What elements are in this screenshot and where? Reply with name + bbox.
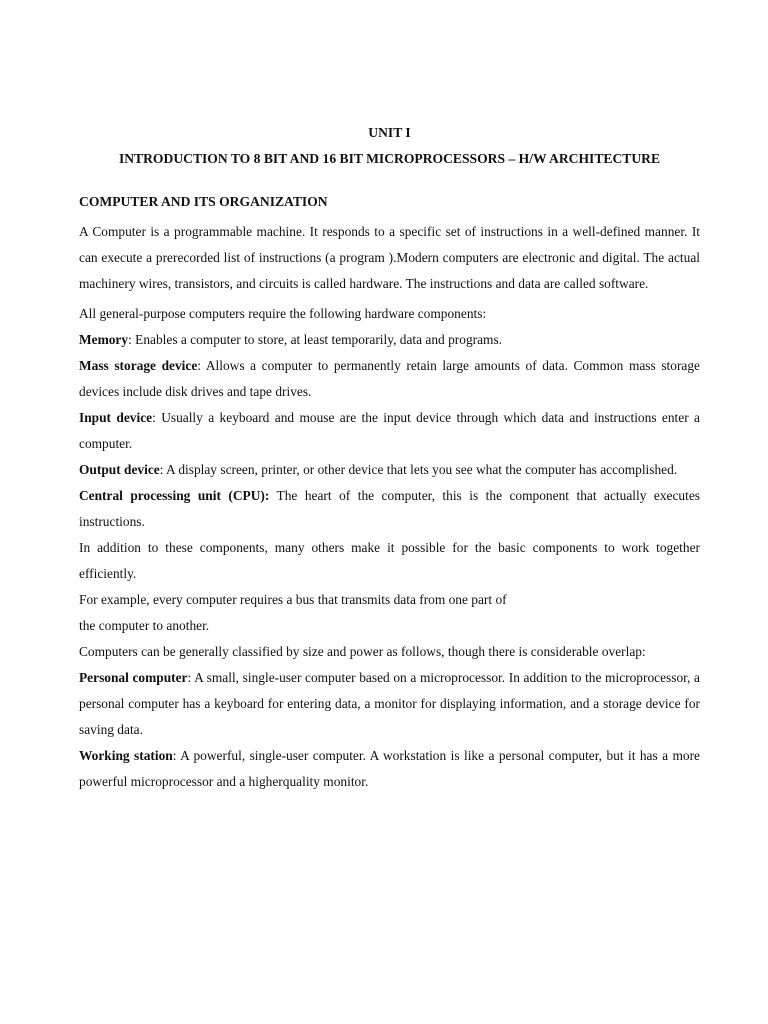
bus-line-2: the computer to another. (79, 618, 210, 633)
class-working-station (79, 743, 700, 795)
component-memory (79, 327, 700, 353)
component-term: Output device (79, 462, 160, 477)
component-description: : Usually a keyboard and mouse are the input device through which data and instructions enter a computer. (79, 410, 700, 451)
unit-heading: UNIT I (368, 125, 411, 140)
document-page (79, 123, 700, 795)
component-description: The heart of the computer, this is the component that actually executes instructions. (79, 488, 700, 529)
component-term: Mass storage device (79, 358, 198, 373)
document-title: INTRODUCTION TO 8 BIT AND 16 BIT MICROPROCESSORS – H/W ARCHITECTURE (118, 151, 661, 166)
class-description: : A small, single-user computer based on a microprocessor. In addition to the microprocessor, a personal computer has a keyboard for entering data, a monitor for displaying information, and a storage device for saving data. (79, 670, 700, 737)
classification-paragraph: Computers can be generally classified by size and power as follows, though there is considerable overlap: (79, 644, 646, 659)
component-input-device (79, 405, 700, 457)
class-term: Personal computer (79, 670, 188, 685)
component-term: Central processing unit (CPU): (79, 488, 270, 503)
addition-paragraph: In addition to these components, many others make it possible for the basic components to work together efficiently. (79, 540, 700, 581)
component-description: : Enables a computer to store, at least temporarily, data and programs. (128, 332, 503, 347)
class-personal-computer (79, 665, 700, 743)
component-output-device (79, 457, 700, 483)
intro-paragraph: A Computer is a programmable machine. It responds to a specific set of instructions in a well-defined manner. It can execute a prerecorded list of instructions (a program ).Modern computers are electronic and digital. The actual machinery wires, transistors, and circuits is called hardware. The instructions and data are called software. (79, 224, 700, 291)
bus-line-1: For example, every computer requires a bus that transmits data from one part of (79, 592, 507, 607)
component-description: : Allows a computer to permanently retain large amounts of data. Common mass storage devices include disk drives and tape drives. (79, 358, 700, 399)
class-term: Working station (79, 748, 173, 763)
components-lead: All general-purpose computers require the following hardware components: (79, 306, 487, 321)
component-term: Input device (79, 410, 153, 425)
component-description: : A display screen, printer, or other device that lets you see what the computer has accomplished. (159, 462, 678, 477)
component-term: Memory (79, 332, 129, 347)
component-mass-storage (79, 353, 700, 405)
section-heading: COMPUTER AND ITS ORGANIZATION (79, 194, 328, 209)
component-cpu (79, 483, 700, 535)
class-description: : A powerful, single-user computer. A workstation is like a personal computer, but it has a more powerful microprocessor and a higherquality monitor. (79, 748, 700, 789)
